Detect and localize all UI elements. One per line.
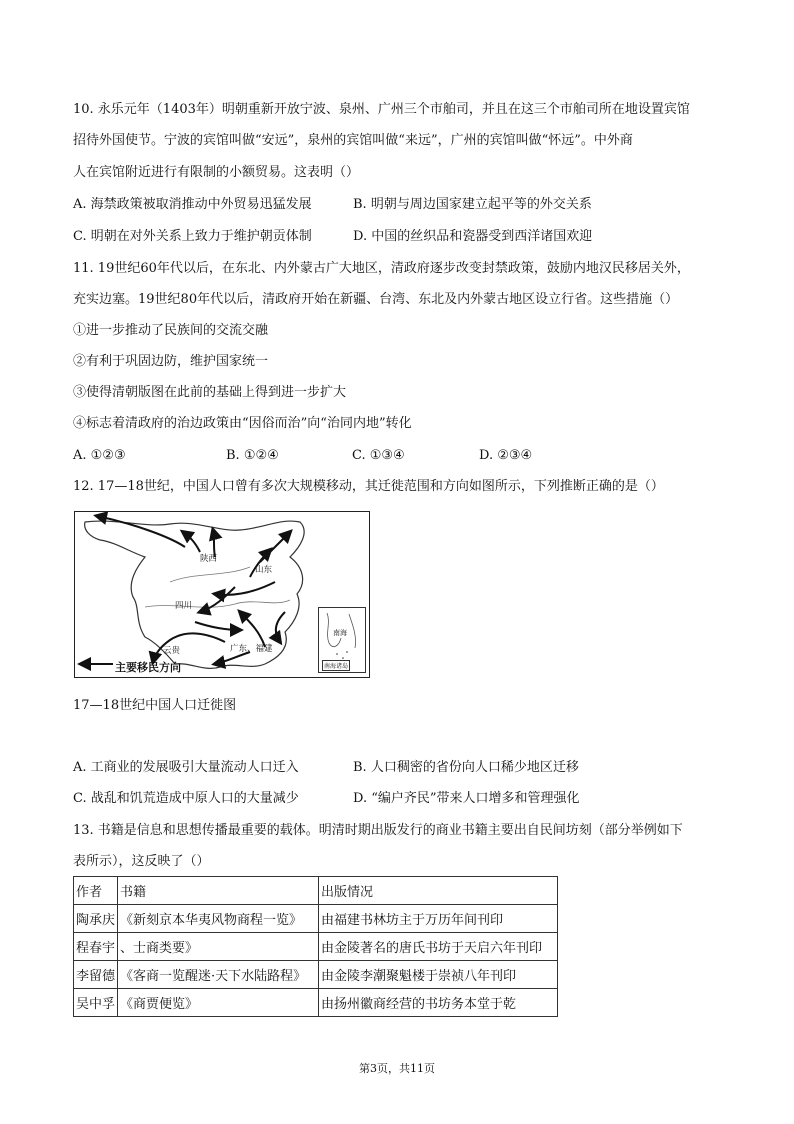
q12-option-b: B. 人口稠密的省份向人口稀少地区迁移 <box>353 760 579 775</box>
table-row <box>74 933 558 961</box>
table-row <box>74 961 558 989</box>
q10-stem-line-2: 招待外国使节。宁波的宾馆叫做“安远”，泉州的宾馆叫做“来远”，广州的宾馆叫做“怀远”。中外商 <box>73 133 633 148</box>
q12-option-c: C. 战乱和饥荒造成中原人口的大量减少 <box>73 791 299 806</box>
q12-option-a: A. 工商业的发展吸引大量流动人口迁入 <box>73 760 299 775</box>
q11-option-c: C. ①③④ <box>352 448 405 463</box>
table-cell: 《商贾便览》 <box>118 989 319 1017</box>
table-cell: 程春宇 <box>74 933 118 961</box>
table-cell: 吴中孚 <box>74 989 118 1017</box>
map-label-shandong: 山东 <box>255 565 273 575</box>
table-cell: 《新刻京本华夷风物商程一览》 <box>118 905 319 933</box>
table-cell: 《客商一览醒迷·天下水陆路程》 <box>118 961 319 989</box>
table-cell: 由扬州徽商经营的书坊务本堂于乾 <box>319 989 558 1017</box>
q11-item-3: ③使得清朝版图在此前的基础上得到进一步扩大 <box>73 385 347 400</box>
migration-arrow <box>213 530 215 557</box>
table-header-cell: 出版情况 <box>319 877 558 905</box>
q11-option-b: B. ①②④ <box>226 448 279 463</box>
q11-option-d: D. ②③④ <box>479 448 533 463</box>
q10-option-a: A. 海禁政策被取消推动中外贸易迅猛发展 <box>73 197 312 212</box>
table-header-row <box>74 877 558 905</box>
south-sea-inset <box>318 607 366 673</box>
map-legend-label: 主要移民方向 <box>115 661 181 674</box>
q10-stem-line-1: 10. 永乐元年（1403年）明朝重新开放宁波、泉州、广州三个市舶司，并且在这三个市舶司所在地设置宾馆 <box>73 102 690 117</box>
table-row <box>74 905 558 933</box>
migration-arrow <box>200 587 235 612</box>
table-header-cell: 书籍 <box>118 877 319 905</box>
migration-arrow <box>195 622 240 630</box>
migration-map <box>74 511 370 678</box>
q11-option-a: A. ①②③ <box>73 448 126 463</box>
q12-stem: 12. 17—18世纪，中国人口曾有多次大规模移动，其迁徙范围和方向如图所示，下列推断正确的是（） <box>73 479 664 494</box>
map-river-2 <box>170 567 250 582</box>
map-label-yungui: 云贵 <box>163 646 181 656</box>
migration-arrow <box>276 612 285 642</box>
q13-stem-line-1: 13. 书籍是信息和思想传播最重要的载体。明清时期出版发行的商业书籍主要出自民间坊刻（部分举例如下 <box>73 823 683 838</box>
q13-stem-line-2: 表所示），这反映了（） <box>73 854 210 869</box>
table-header-cell: 作者 <box>74 877 118 905</box>
table-cell: 由福建书林坊主于万历年间刊印 <box>319 905 558 933</box>
map-label-guangdong-fujian: 广东、福建 <box>230 644 273 654</box>
q11-item-4: ④标志着清政府的治边政策由“因俗而治”向“治同内地”转化 <box>73 416 412 431</box>
q11-stem-line-1: 11. 19世纪60年代以后，在东北、内外蒙古广大地区，清政府逐步改变封禁政策，鼓励内地汉民移居关外， <box>73 261 690 276</box>
q12-option-d: D. “编户齐民”带来人口增多和管理强化 <box>353 791 580 806</box>
q10-option-d: D. 中国的丝织品和瓷器受到西洋诸国欢迎 <box>353 229 593 244</box>
migration-arrow <box>215 582 275 595</box>
migration-arrow <box>183 532 200 552</box>
inset-box-label: 南海诸岛 <box>322 660 350 671</box>
table-cell: 李留德 <box>74 961 118 989</box>
table-cell: 由金陵著名的唐氏书坊于天启六年刊印 <box>319 933 558 961</box>
migration-arrow <box>240 612 265 647</box>
books-table <box>73 876 558 1017</box>
map-label-sichuan: 四川 <box>175 601 193 611</box>
table-cell: 由金陵李潮聚魁楼于崇祯八年刊印 <box>319 961 558 989</box>
table-cell: 陶承庆 <box>74 905 118 933</box>
map-label-shaanxi: 陕西 <box>200 554 218 564</box>
q10-stem-line-3: 人在宾馆附近进行有限制的小额贸易。这表明（） <box>73 165 360 180</box>
q10-option-c: C. 明朝在对外关系上致力于维护朝贡体制 <box>73 229 312 244</box>
migration-arrow <box>260 532 290 562</box>
table-cell: 、士商类要》 <box>118 933 319 961</box>
inset-sea-label: 南海 <box>333 629 347 637</box>
table-row <box>74 989 558 1017</box>
q11-stem-line-2: 充实边塞。19世纪80年代以后，清政府开始在新疆、台湾、东北及内外蒙古地区设立行省。这些措施（） <box>73 292 679 307</box>
q11-item-2: ②有利于巩固边防，维护国家统一 <box>73 354 269 369</box>
q11-item-1: ①进一步推动了民族间的交流交融 <box>73 323 269 338</box>
q10-option-b: B. 明朝与周边国家建立起平等的外交关系 <box>353 197 592 212</box>
q12-map-caption: 17—18世纪中国人口迁徙图 <box>73 698 237 713</box>
page-footer: 第3页，共11页 <box>359 1062 435 1075</box>
